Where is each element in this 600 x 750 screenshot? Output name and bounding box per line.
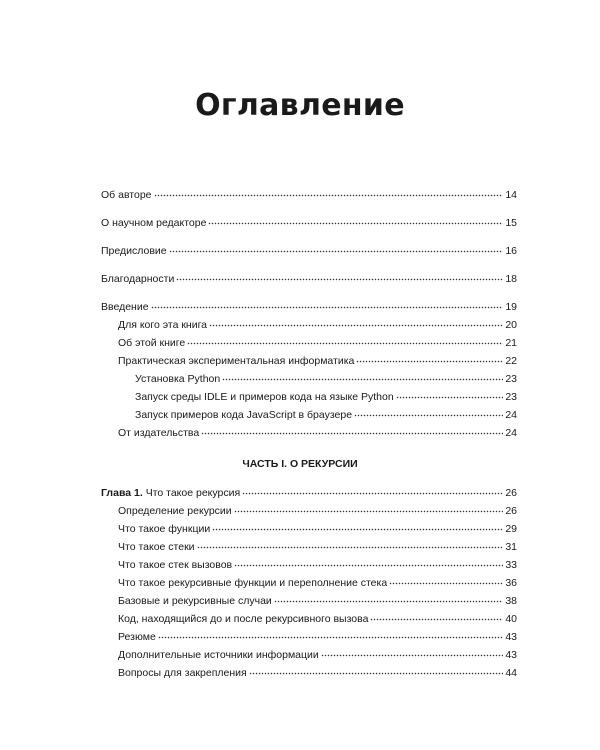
toc-entry-label: Установка Python: [135, 373, 221, 385]
toc-entry-page: 22: [505, 355, 517, 367]
toc-entry-label: Что такое функции: [118, 523, 211, 535]
toc-entry-label: Запуск примеров кода JavaScript в браузере: [135, 409, 353, 421]
toc-subsubentry: [135, 404, 517, 422]
toc-entry-label: Что такое стеки: [118, 541, 195, 553]
leader-dots: [209, 314, 503, 328]
leader-dots: [234, 554, 503, 568]
toc-entry: [101, 240, 517, 258]
toc-entry-page: 16: [505, 245, 517, 257]
toc-entry-label: Практическая экспериментальная информатика: [118, 355, 355, 367]
leader-dots: [389, 572, 503, 586]
toc-entry-label: Об авторе: [101, 189, 152, 201]
toc-entry-label: О научном редакторе: [101, 217, 207, 229]
leader-dots: [222, 368, 503, 382]
leader-dots: [242, 482, 503, 496]
toc-entry-label: Код, находящийся до и после рекурсивного вызова: [118, 613, 369, 625]
leader-dots: [321, 644, 503, 658]
toc-entry-page: 21: [505, 337, 517, 349]
toc-entry-label: Вопросы для закрепления: [118, 667, 247, 679]
leader-dots: [234, 500, 503, 514]
toc-subentry: [118, 554, 517, 572]
toc-entry-page: 26: [505, 487, 517, 499]
leader-dots: [249, 662, 503, 676]
toc-subentry: [118, 644, 517, 662]
toc-entry-label: Что такое стек вызовов: [118, 559, 233, 571]
toc-subentry: [118, 422, 517, 440]
toc-entry-page: 44: [505, 667, 517, 679]
toc-entry-page: 29: [505, 523, 517, 535]
chapter-title: Что такое рекурсия: [145, 487, 241, 499]
toc-entry: [101, 296, 517, 314]
toc-entry-page: 23: [505, 391, 517, 403]
toc-subentry: [118, 590, 517, 608]
toc-entry-page: 33: [505, 559, 517, 571]
toc-entry-label: Базовые и рекурсивные случаи: [118, 595, 272, 607]
toc-entry: [101, 184, 517, 202]
toc-entry-label: Определение рекурсии: [118, 505, 232, 517]
toc-chapter-entry: [101, 482, 517, 500]
leader-dots: [154, 184, 504, 198]
toc-entry-page: 24: [505, 427, 517, 439]
toc-entry-label: Предисловие: [101, 245, 167, 257]
toc-entry-page: 31: [505, 541, 517, 553]
toc-subentry: [118, 662, 517, 680]
toc-subsubentry: [135, 368, 517, 386]
toc-subentry: [118, 500, 517, 518]
toc-entry-page: 40: [505, 613, 517, 625]
toc-subentry: [118, 350, 517, 368]
leader-dots: [158, 626, 503, 640]
toc-subentry: [118, 536, 517, 554]
toc-entry-label: От издательства: [118, 427, 200, 439]
toc-entry-label: Введение: [101, 301, 149, 313]
toc-entry-page: 43: [505, 649, 517, 661]
leader-dots: [396, 386, 503, 400]
toc-subentry: [118, 332, 517, 350]
toc-entry-label: Об этой книге: [118, 337, 186, 349]
toc-entry-label: Для кого эта книга: [118, 319, 208, 331]
toc-entry: [101, 212, 517, 230]
toc-entry-label: Благодарности: [101, 273, 175, 285]
chapter-prefix: Глава 1.: [101, 487, 143, 499]
toc-entry-page: 14: [505, 189, 517, 201]
toc-subentry: [118, 608, 517, 626]
leader-dots: [151, 296, 503, 310]
toc-entry-label: Запуск среды IDLE и примеров кода на языке Python: [135, 391, 394, 403]
toc-subentry: [118, 626, 517, 644]
toc-entry-page: 38: [505, 595, 517, 607]
leader-dots: [354, 404, 503, 418]
toc-entry-page: 36: [505, 577, 517, 589]
toc-entry-page: 23: [505, 373, 517, 385]
toc-entry-page: 26: [505, 505, 517, 517]
leader-dots: [169, 240, 503, 254]
toc-entry-label: Резюме: [118, 631, 156, 643]
toc-entry-page: 19: [505, 301, 517, 313]
toc-chapter-label: [101, 486, 240, 500]
toc-entry-page: 15: [505, 217, 517, 229]
part-heading: ЧАСТЬ I. О РЕКУРСИИ: [242, 458, 358, 470]
leader-dots: [356, 350, 503, 364]
leader-dots: [370, 608, 503, 622]
leader-dots: [274, 590, 503, 604]
page-title: Оглавление: [195, 88, 405, 123]
toc-entry-page: 18: [505, 273, 517, 285]
leader-dots: [212, 518, 503, 532]
toc-entry-page: 20: [505, 319, 517, 331]
leader-dots: [197, 536, 503, 550]
toc-entry-page: 24: [505, 409, 517, 421]
toc-subentry: [118, 518, 517, 536]
toc-subentry: [118, 572, 517, 590]
toc-subentry: [118, 314, 517, 332]
toc-entry-label: Что такое рекурсивные функции и переполнение стека: [118, 577, 388, 589]
leader-dots: [187, 332, 503, 346]
toc-subsubentry: [135, 386, 517, 404]
toc-entry-page: 43: [505, 631, 517, 643]
toc-entry: [101, 268, 517, 286]
leader-dots: [176, 268, 503, 282]
leader-dots: [201, 422, 503, 436]
toc-entry-label: Дополнительные источники информации: [118, 649, 319, 661]
leader-dots: [208, 212, 503, 226]
